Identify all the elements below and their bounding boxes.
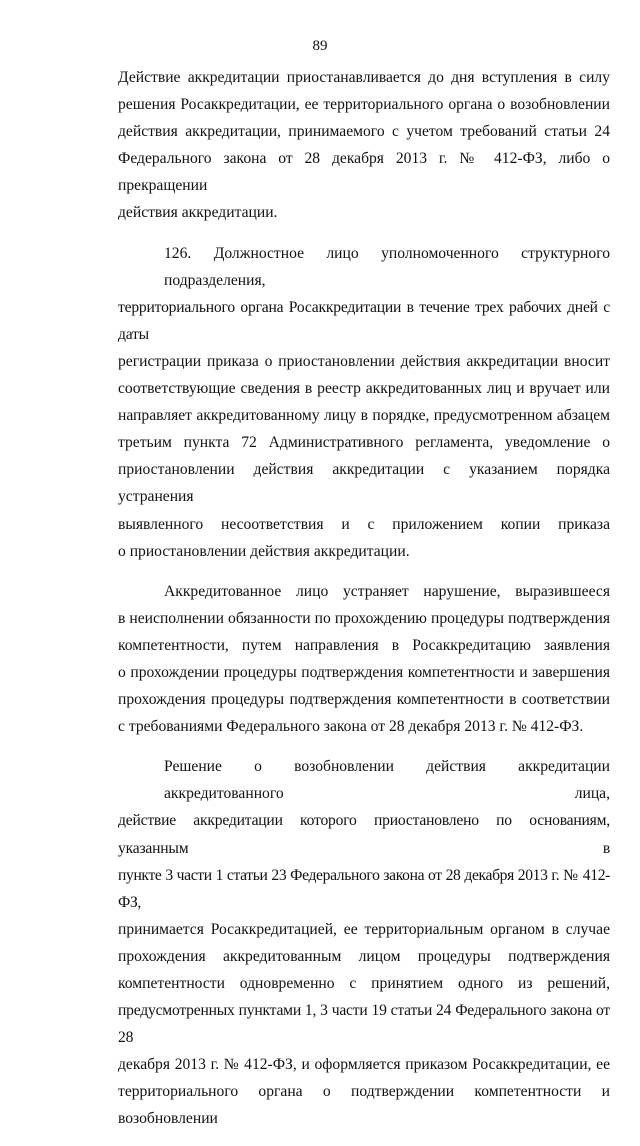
text-line: декабря 2013 г. № 412-ФЗ, и оформляется приказом Росаккредитации, ее bbox=[118, 1056, 610, 1074]
text-line: пункте 3 части 1 статьи 23 Федерального закона от 28 декабря 2013 г. № 412-ФЗ, bbox=[118, 866, 610, 911]
text-line: с требованиями Федерального закона от 28 декабря 2013 г. № 412-ФЗ. bbox=[118, 718, 584, 736]
text-line: 126. Должностное лицо уполномоченного структурного подразделения, bbox=[164, 244, 610, 289]
text-line: регистрации приказа о приостановлении действия аккредитации вносит bbox=[118, 352, 610, 370]
text-line: компетентности одновременно с принятием одного из решений, bbox=[118, 975, 610, 992]
text-line: о прохождении процедуры подтверждения компетентности и завершения bbox=[118, 663, 610, 681]
paragraph bbox=[118, 578, 610, 741]
text-line: предусмотренных пунктами 1, 3 части 19 статьи 24 Федерального закона от 28 bbox=[118, 1002, 610, 1047]
text-line: в неисполнении обязанности по прохождению процедуры подтверждения bbox=[118, 609, 610, 627]
text-line: Решение о возобновлении действия аккредитации аккредитованного лица, bbox=[164, 758, 610, 803]
text-line: принимается Росаккредитацией, ее территориальным органом в случае bbox=[118, 920, 610, 938]
text-line: территориального органа о подтверждении компетентности и возобновлении bbox=[118, 1083, 610, 1128]
paragraph bbox=[118, 240, 610, 565]
text-line: Действие аккредитации приостанавливается до дня вступления в силу bbox=[118, 69, 610, 86]
text-line: территориального органа Росаккредитации в течение трех рабочих дней с даты bbox=[118, 298, 610, 343]
text-line: действие аккредитации которого приостановлено по основаниям, указанным в bbox=[118, 812, 610, 857]
document-body bbox=[118, 64, 610, 1146]
paragraph bbox=[118, 753, 610, 1132]
text-line: приостановлении действия аккредитации с указанием порядка устранения bbox=[118, 461, 610, 506]
text-line: решения Росаккредитации, ее территориального органа о возобновлении bbox=[118, 96, 610, 114]
text-line: выявленного несоответствия и с приложением копии приказа bbox=[118, 515, 610, 533]
text-line: Федерального закона от 28 декабря 2013 г. № 412-ФЗ, либо о прекращении bbox=[118, 150, 610, 195]
text-line: прохождения процедуры подтверждения компетентности в соответствии bbox=[118, 691, 610, 709]
paragraph bbox=[118, 64, 610, 227]
text-line: о приостановлении действия аккредитации. bbox=[118, 542, 410, 560]
text-line: третьим пункта 72 Административного регламента, уведомление о bbox=[118, 434, 610, 452]
text-line: действия аккредитации, принимаемого с учетом требований статьи 24 bbox=[118, 123, 610, 141]
text-line: Аккредитованное лицо устраняет нарушение, выразившееся bbox=[164, 582, 610, 600]
text-line: направляет аккредитованному лицу в порядке, предусмотренном абзацем bbox=[118, 407, 610, 425]
text-line: прохождения аккредитованным лицом процедуры подтверждения bbox=[118, 947, 610, 965]
text-line: действия аккредитации. bbox=[118, 204, 278, 222]
text-line: соответствующие сведения в реестр аккредитованных лиц и вручает или bbox=[118, 380, 610, 398]
page-number: 89 bbox=[312, 38, 328, 54]
text-line: компетентности, путем направления в Росаккредитацию заявления bbox=[118, 636, 610, 654]
